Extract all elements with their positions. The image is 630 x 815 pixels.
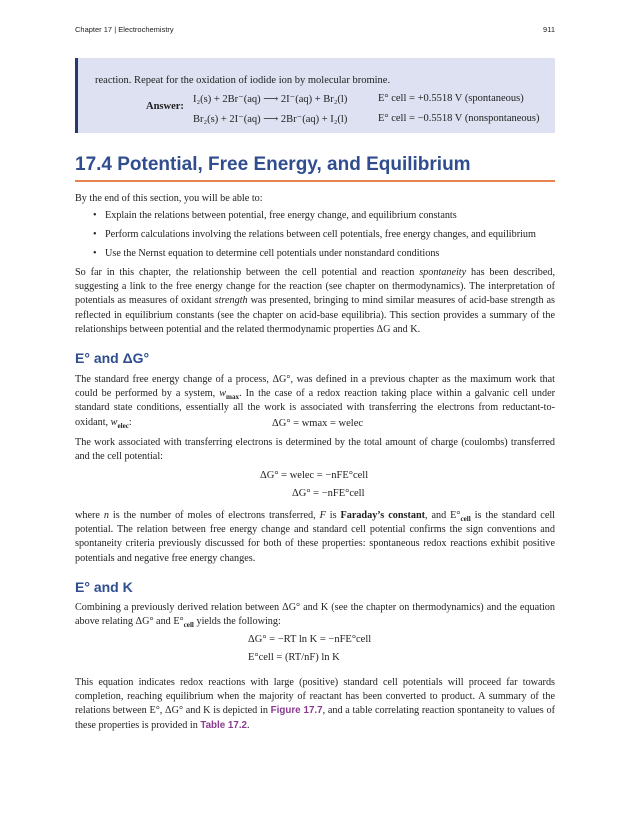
- figure-17-7-link[interactable]: Figure 17.7: [270, 705, 323, 717]
- paragraph-standard-free-energy: The standard free energy change of a process, ΔG°, was defined in a previous chapter as the maximum work that could be performed by a system, $w_{max}$. In the case of a redox reaction taking place within a galvanic cell under standard state conditions, essentially all the work is associated with transferring the electrons from reductant-to-oxidant, $w_{elec}$:: [75, 374, 556, 430]
- answer-eq1-reaction: I₂(s) + 2Br⁻(aq) ⟶ 2I⁻(aq) + Br₂(l): [193, 94, 348, 105]
- subsection-heading-e-dg: E° and ΔG°: [75, 350, 150, 366]
- intro-paragraph: So far in this chapter, the relationship between the cell potential and reaction spontaneity has been described, suggesting a link to the free energy change for the reaction (see chapter on thermodynamics). The interpretation of potentials as measures of oxidant strength was presented, bringing to mind similar measures of acid-base strength as reflected in equilibrium constants (see the chapter on acid-base equilibria). This section provides a summary of the relationships between potential and the related thermodynamic properties ΔG and K.: [75, 267, 555, 335]
- paragraph-work-electrons: The work associated with transferring electrons is determined by the total amount of charge (coulombs) transferred and the cell potential:: [75, 437, 555, 463]
- objective-item: • Use the Nernst equation to determine cell potentials under nonstandard conditions: [105, 248, 439, 259]
- section-title: 17.4 Potential, Free Energy, and Equilibrium: [75, 154, 471, 175]
- paragraph-combining: Combining a previously derived relation between ΔG° and K (see the chapter on thermodynamics) and the equation above relating ΔG° and $E^\circ_{cell}$ yields the following:: [75, 602, 555, 630]
- answer-box: [75, 58, 555, 133]
- section-rule: [75, 180, 555, 182]
- page-number: 911: [543, 25, 555, 34]
- equation-ecell-lnk: E°cell = (RT/nF) ln K: [248, 652, 340, 663]
- paragraph-faraday: where n is the number of moles of electrons transferred, F is Faraday’s constant, and $E^\circ_{cell}$ is the standard cell potential. The relation between free energy change and standard cell potential confirms the sign conventions and spontaneity criteria previously discussed for both of these properties: spontaneous redox reactions exhibit positive potentials and negative free energy changes.: [75, 510, 556, 564]
- table-17-2-link[interactable]: Table 17.2: [200, 719, 247, 731]
- answer-eq2-reaction: Br₂(s) + 2I⁻(aq) ⟶ 2Br⁻(aq) + I₂(l): [193, 114, 348, 125]
- answer-eq2-potential: E° cell = −0.5518 V (nonspontaneous): [378, 113, 540, 124]
- objective-item: • Perform calculations involving the relations between cell potentials, free energy changes, and equilibrium: [105, 229, 536, 240]
- objective-item: • Explain the relations between potential, free energy change, and equilibrium constants: [105, 210, 457, 221]
- paragraph-summary: This equation indicates redox reactions with large (positive) standard cell potentials will proceed far towards completion, reaching equilibrium when the majority of reactant has been converted to product. A summary of the relations between E°, ΔG° and K is depicted in Figure 17.7, and a table correlating reaction spontaneity to values of these properties is provided in Table 17.2.: [75, 677, 555, 731]
- objectives-intro: By the end of this section, you will be able to:: [75, 193, 263, 204]
- page-header: [75, 25, 555, 37]
- equation-dg-rtlnk: ΔG° = −RT ln K = −nFE°cell: [248, 634, 372, 645]
- equation-dg-wmax: ΔG° = wmax = welec: [272, 418, 364, 429]
- subsection-heading-e-k: E° and K: [75, 579, 133, 595]
- equation-dg-nfe: ΔG° = −nFE°cell: [292, 488, 365, 499]
- answer-label: Answer:: [146, 101, 184, 112]
- equation-dg-welec: ΔG° = welec = −nFE°cell: [260, 470, 369, 481]
- answer-eq1-potential: E° cell = +0.5518 V (spontaneous): [378, 93, 524, 104]
- chapter-title: Chapter 17 | Electrochemistry: [75, 25, 174, 34]
- answer-intro: reaction. Repeat for the oxidation of iodide ion by molecular bromine.: [95, 75, 391, 86]
